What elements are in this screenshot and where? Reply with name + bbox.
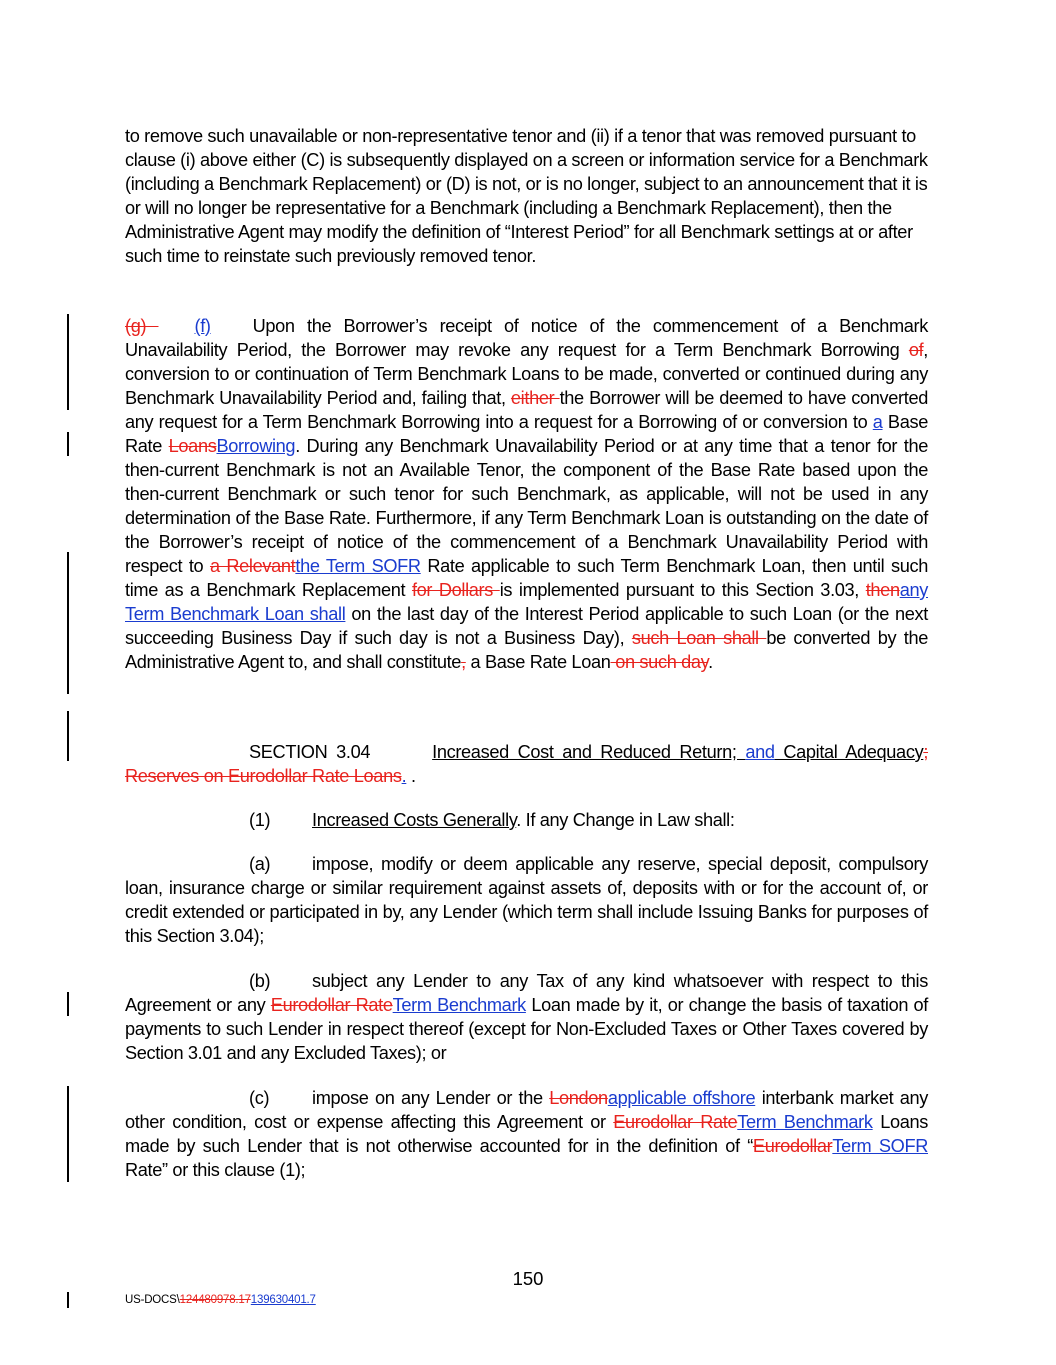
text-run: . [708,652,713,672]
clause-label: (1) [249,810,271,830]
change-bar [67,1292,69,1308]
document-footer [125,1294,316,1306]
section-title: Increased Cost and Reduced Return; [432,742,746,762]
deletion: then [865,580,900,600]
section-title: Capital Adequacy [774,742,924,762]
text-run: Base Rate [125,412,928,456]
paragraph-f [125,314,928,674]
text-run: Loan made by it, or change the basis of taxation of payments to such Lender in respect thereof (except for Non-Excluded Taxes or Other Taxes covered by Section 3.01 and any Excluded Taxes); or [125,995,928,1063]
change-bar [67,711,69,761]
footer-deleted-id: 124480978.17 [179,1294,251,1306]
change-bar [67,432,69,456]
footer-prefix: US-DOCS\ [125,1294,180,1306]
deletion: such Loan shall [631,628,767,648]
text-run: Upon the Borrower’s receipt of notice of the commencement of a Benchmark Unavailability Period, the Borrower may revoke any request for a Term Benchmark Borrowing [125,316,928,360]
text-run: is implemented pursuant to this Section 3.03, [499,580,866,600]
paragraph-b [125,969,928,1065]
deletion: London [549,1088,608,1108]
insertion: and [745,742,775,762]
deletion: for Dollars [411,580,500,600]
clause-label: (a) [249,854,271,874]
deletion: of [908,340,924,360]
paragraph-remove-tenor: to remove such unavailable or non-representative tenor and (ii) if a tenor that was removed pursuant to clause (i) above either (C) is subsequently displayed on a screen or information service for a Benchmark (including a Benchmark Replacement) or (D) is not, or is no longer, subject to an announcement that it is or will no longer be representative for a Benchmark (including a Benchmark Replacement), then the Administrative Agent may modify the definition of “Interest Period” for all Benchmark settings at or after such time to reinstate such previously removed tenor. [125,126,928,266]
deletion: Loans [168,436,217,456]
footer-inserted-id: 139630401.7 [250,1294,316,1306]
change-bar [67,314,69,410]
insertion: Borrowing [216,436,296,456]
insertion: the Term SOFR [295,556,421,576]
deletion: a Relevant [209,556,296,576]
insertion: Term Benchmark [737,1112,873,1132]
section-label: SECTION 3.04 [249,742,371,762]
insertion: applicable offshore [607,1088,756,1108]
text-run: Rate applicable to such Term Benchmark Loan, then until such time as a Benchmark Replacement [125,556,929,600]
text-run: Rate” or this clause (1); [125,1160,306,1180]
insertion: any Term Benchmark Loan shall [125,580,928,624]
section-heading [125,740,928,788]
change-bar [67,552,69,694]
paragraph-1 [125,808,928,832]
paragraph-a [125,852,928,948]
deletion: either [510,388,560,408]
deleted-label: (g) [125,316,159,336]
change-bar [67,1086,69,1182]
clause-label: (b) [249,971,271,991]
text-run: the Borrower will be deemed to have converted any request for a Term Benchmark Borrowing into a request for a Borrowing of or conversion to [125,388,928,432]
insertion: a [872,412,883,432]
text-run: be converted by the Administrative Agent to, and shall constitute [125,628,929,672]
clause-heading: Increased Costs Generally [312,810,517,830]
deletion: , [461,652,466,672]
deletion: ; Reserves on Eurodollar Rate Loans [125,742,929,786]
deletion: on such day [610,652,709,672]
text-run: interbank market any other condition, cost or expense affecting this Agreement or [125,1088,928,1132]
deletion: Eurodollar Rate [270,995,393,1015]
inserted-label: (f) [194,316,211,336]
clause-label: (c) [249,1088,270,1108]
deletion: Eurodollar [752,1136,833,1156]
text-run: Loans made by such Lender that is not otherwise accounted for in the definition of “ [125,1112,928,1156]
page-number: 150 [512,1268,544,1289]
text-run: impose on any Lender or the [312,1088,550,1108]
change-bar [67,992,69,1016]
text-run: , conversion to or continuation of Term Benchmark Loans to be made, converted or continued during any Benchmark Unavailability Period and, failing that, [125,340,928,408]
paragraph-c [125,1086,928,1182]
text-run: . [406,766,416,786]
insertion: Term Benchmark [392,995,526,1015]
text-run: impose, modify or deem applicable any reserve, special deposit, compulsory loan, insurance charge or similar requirement against assets of, deposits with or for the account of, or credit extended or participated in by, any Lender (which term shall include Issuing Banks for purposes of this Section 3.04); [125,854,928,946]
text-run: . If any Change in Law shall: [516,810,735,830]
deletion: Eurodollar Rate [613,1112,738,1132]
text-run: . During any Benchmark Unavailability Period or at any time that a tenor for the then-current Benchmark is not an Available Tenor, the component of the Base Rate based upon the then-current Benchmark or such tenor for such Benchmark, as applicable, will not be used in any determination of the Base Rate. Furthermore, if any Term Benchmark Loan is outstanding on the date of the Borrower’s receipt of notice of the commencement of a Benchmark Unavailability Period with respect to [125,436,928,576]
insertion: Term SOFR [832,1136,928,1156]
text-run: subject any Lender to any Tax of any kind whatsoever with respect to this Agreement or any [125,971,928,1015]
text-run: a Base Rate Loan [465,652,611,672]
insertion: . [401,766,407,786]
text-run: on the last day of the Interest Period applicable to such Loan (or the next succeeding Business Day if such day is not a Business Day), [125,604,928,648]
